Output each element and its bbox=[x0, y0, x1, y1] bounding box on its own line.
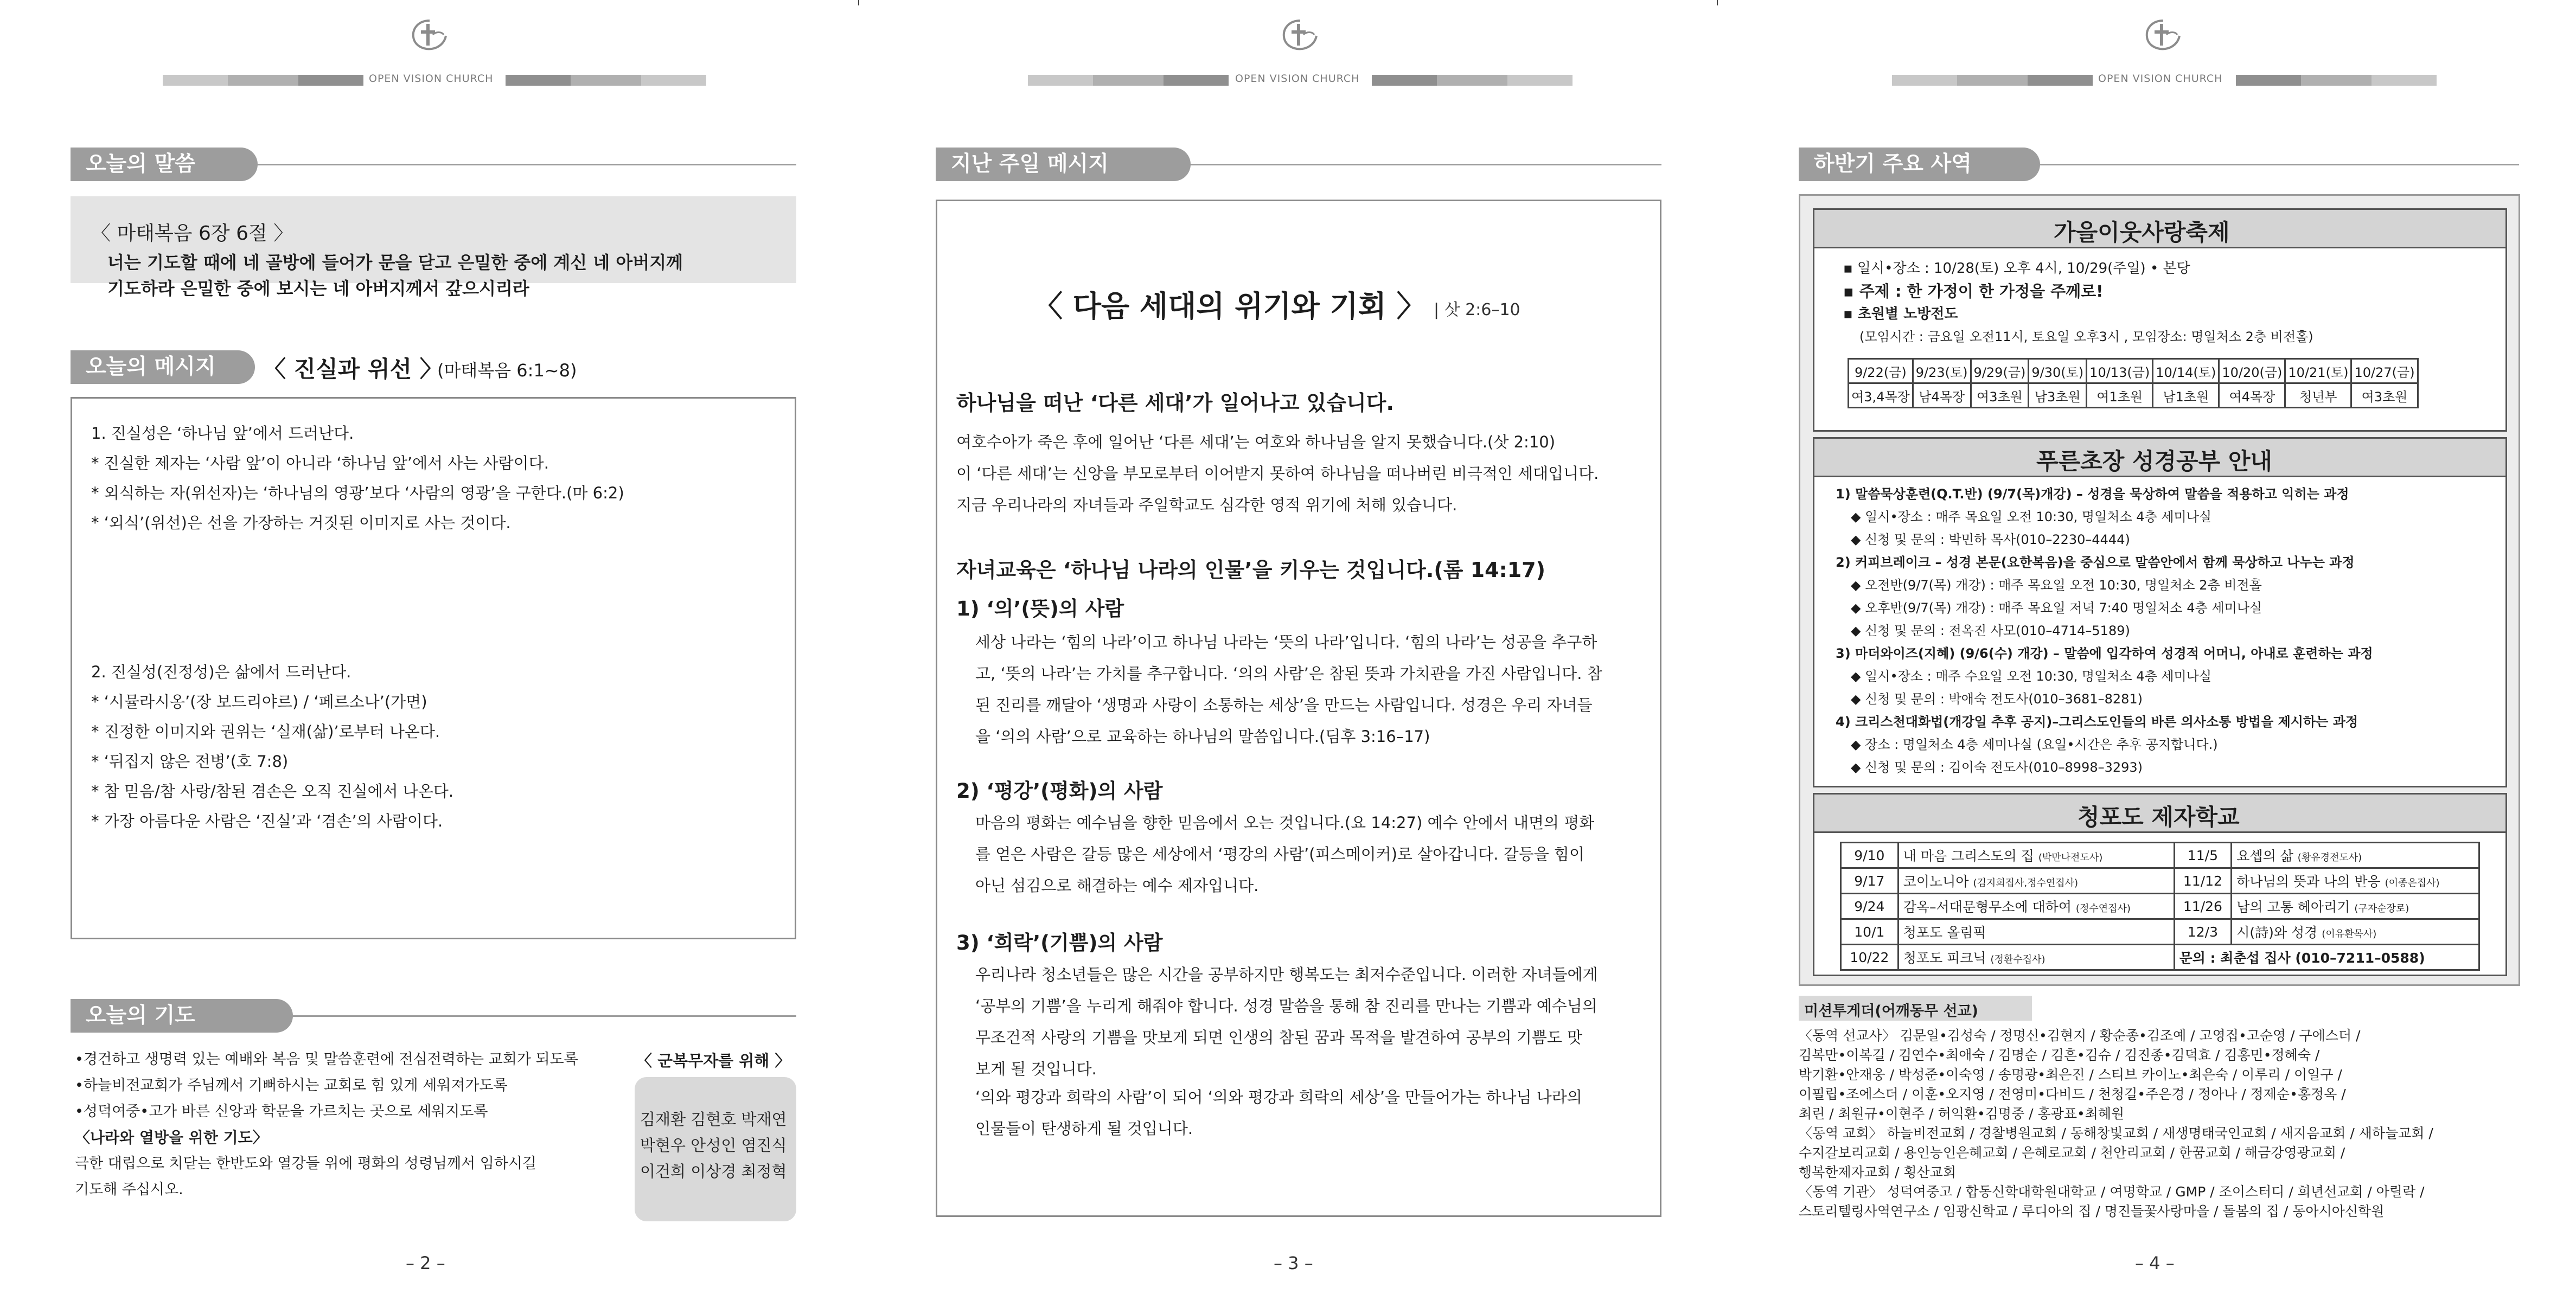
school-topic bbox=[2232, 843, 2479, 868]
message-line: * ‘뒤집지 않은 전병’(호 7:8) bbox=[91, 752, 289, 771]
nation-prayer-title: 〈나라와 열방을 위한 기도〉 bbox=[75, 1129, 268, 1146]
church-name: OPEN VISION CHURCH bbox=[1235, 73, 1360, 85]
school-topic bbox=[1898, 919, 2174, 945]
sermon-line: 고, ‘뜻의 나라’는 가치를 추구합니다. ‘의의 사람’은 참된 뜻과 가치관을 가진 사람입니다. 참 bbox=[975, 664, 1602, 683]
mission-line: 박기환•안재웅 / 박성준•이숙영 / 송명광•최은진 / 스티브 카이노•최은숙 / 이루리 / 이일구 / bbox=[1799, 1067, 2342, 1082]
mission-line: 이필립•조에스더 / 이훈•오지영 / 전영미•다비드 / 천청길•주은경 / 정아나 / 정제순•홍정옥 / bbox=[1799, 1086, 2346, 1102]
sermon-line: 여호수아가 죽은 후에 일어난 ‘다른 세대’는 여호와 하나님을 알지 못했습니다.(삿 2:10) bbox=[956, 433, 1556, 451]
festival-line: ▪ 초원별 노방전도 bbox=[1843, 306, 1958, 322]
verse-text bbox=[107, 249, 683, 302]
course-title: 4) 크리스천대화법(개강일 추후 공지)–그리스도인들의 바른 의사소통 방법을 제시하는 과정 bbox=[1836, 714, 2358, 729]
course-detail: ◆ 신청 및 문의 : 김이숙 전도사(010–8998–3293) bbox=[1851, 760, 2143, 775]
sermon-line: 을 ‘의의 사람’으로 교육하는 하나님의 말씀입니다.(딤후 3:16–17) bbox=[975, 727, 1430, 746]
prayer-item: •경건하고 생명력 있는 예배와 복음 및 말씀훈련에 전심전력하는 교회가 되도록 bbox=[75, 1051, 578, 1068]
sermon-line: 우리나라 청소년들은 많은 시간을 공부하지만 행복도는 최저수준입니다. 이러한 자녀들에게 bbox=[975, 965, 1598, 984]
nation-prayer-line: 극한 대립으로 치닫는 한반도와 열강들 위에 평화의 성령님께서 임하시길 bbox=[75, 1155, 537, 1172]
verse-reference: 〈 마태복음 6장 6절 〉 bbox=[91, 222, 293, 245]
topic-text: 청포도 올림픽 bbox=[1903, 925, 1986, 940]
message-line: * ‘시뮬라시옹’(장 보드리야르) / ‘페르소나’(가면) bbox=[91, 693, 427, 711]
school-schedule-table bbox=[1840, 842, 2480, 971]
course-detail: ◆ 신청 및 문의 : 박민하 목사(010–2230–4444) bbox=[1851, 532, 2130, 547]
school-date: 10/22 bbox=[1841, 945, 1899, 970]
subsection-1-title: 1) ‘의’(뜻)의 사람 bbox=[956, 597, 1124, 620]
festival-sub: (모임시간 : 금요일 오전11시, 토요일 오후3시 , 모임장소: 명일처소 2층 비전홀) bbox=[1859, 329, 2313, 344]
topic-text: 남의 고통 헤아리기 bbox=[2236, 899, 2350, 915]
church-logo-icon bbox=[2142, 18, 2185, 53]
school-date: 9/24 bbox=[1841, 894, 1899, 919]
church-name: OPEN VISION CHURCH bbox=[369, 73, 494, 85]
course-detail: ◆ 신청 및 문의 : 전옥진 사모(010–4714–5189) bbox=[1851, 623, 2130, 638]
schedule-group: 여3,4목장 bbox=[1849, 383, 1913, 408]
table-row bbox=[1841, 843, 2479, 868]
message-title: 〈 진실과 위선 〉 bbox=[263, 356, 443, 382]
school-date: 10/1 bbox=[1841, 919, 1899, 945]
school-topic bbox=[1898, 894, 2174, 919]
subsection-3-text bbox=[975, 959, 1598, 1085]
prayer-list bbox=[75, 1047, 578, 1203]
sermon-line: 마음의 평화는 예수님을 향한 믿음에서 오는 것입니다.(요 14:27) 예수 안에서 내면의 평화 bbox=[975, 813, 1595, 832]
table-row bbox=[1841, 868, 2479, 894]
sermon-line: 아닌 섬김으로 해결하는 예수 제자입니다. bbox=[975, 876, 1259, 895]
military-line: 김재환 김현호 박재연 bbox=[640, 1110, 787, 1129]
mission-line: 수지갈보리교회 / 용인능인은혜교회 / 은혜로교회 / 천안리교회 / 한꿈교회 / 해금강영광교회 / bbox=[1799, 1145, 2345, 1161]
message-line: * 참 믿음/참 사랑/참된 겸손은 오직 진실에서 나온다. bbox=[91, 782, 454, 800]
message-line: * 진실한 제자는 ‘사람 앞’이 아니라 ‘하나님 앞’에서 사는 사람이다. bbox=[91, 454, 549, 472]
page-4 bbox=[1717, 0, 2576, 1294]
church-name: OPEN VISION CHURCH bbox=[2098, 73, 2223, 85]
table-row bbox=[1841, 894, 2479, 919]
prayer-item: •하늘비전교회가 주님께서 기뻐하시는 교회로 힘 있게 세워져가도록 bbox=[75, 1077, 508, 1094]
message-point-1 bbox=[91, 419, 624, 538]
message-line: * ‘외식’(위선)은 선을 가장하는 거짓된 이미지로 사는 것이다. bbox=[91, 514, 511, 532]
message-line: * 외식하는 자(위선자)는 ‘하나님의 영광’보다 ‘사람의 영광’을 구한다.(마 6:2) bbox=[91, 484, 624, 502]
schedule-date: 10/27(금) bbox=[2351, 359, 2418, 383]
nation-prayer-line: 기도해 주십시오. bbox=[75, 1181, 183, 1198]
festival-line: ▪ 주제 : 한 가정이 한 가정을 주께로! bbox=[1843, 282, 2104, 300]
church-logo-icon bbox=[1279, 18, 1322, 53]
page-2 bbox=[0, 0, 859, 1294]
speaker: (이유환목사) bbox=[2322, 928, 2377, 940]
section-title-ministry: 하반기 주요 사역 bbox=[1799, 148, 2040, 181]
schedule-groups-row bbox=[1849, 383, 2418, 408]
topic-text: 코이노니아 bbox=[1903, 874, 1969, 889]
speaker: (김지희집사,정수연집사) bbox=[1973, 877, 2079, 889]
header-bar bbox=[1372, 75, 1573, 86]
sermon-line: 된 진리를 깨달아 ‘생명과 사랑이 소통하는 세상’을 만드는 사람입니다. 성경은 우리 자녀들 bbox=[975, 696, 1593, 714]
military-line: 이건희 이상경 최정혁 bbox=[640, 1162, 787, 1181]
header-bar bbox=[2236, 75, 2437, 86]
school-topic bbox=[2232, 894, 2479, 919]
verse-line: 기도하라 은밀한 중에 보시는 네 아버지께서 갚으시리라 bbox=[107, 278, 529, 299]
schedule-dates-row bbox=[1849, 359, 2418, 383]
school-date: 11/12 bbox=[2174, 868, 2232, 894]
sermon-line: ‘의와 평강과 희락의 사람’이 되어 ‘의와 평강과 희락의 세상’을 만들어가는 하나님 나라의 bbox=[975, 1088, 1582, 1106]
course-detail: ◆ 일시•장소 : 매주 목요일 오전 10:30, 명일처소 4층 세미나실 bbox=[1851, 509, 2212, 524]
table-row bbox=[1841, 919, 2479, 945]
topic-text: 하나님의 뜻과 나의 반응 bbox=[2236, 874, 2381, 889]
schedule-date: 10/21(토) bbox=[2285, 359, 2351, 383]
page-3 bbox=[859, 0, 1717, 1294]
schedule-group: 남3초원 bbox=[2029, 383, 2087, 408]
course-detail: ◆ 일시•장소 : 매주 수요일 오전 10:30, 명일처소 4층 세미나실 bbox=[1851, 669, 2212, 684]
header-bar bbox=[506, 75, 706, 86]
subsection-3-conclusion bbox=[975, 1081, 1582, 1144]
schedule-group: 남1초원 bbox=[2153, 383, 2219, 408]
sermon-heading-2: 자녀교육은 ‘하나님 나라의 인물’을 키우는 것입니다.(롬 14:17) bbox=[956, 558, 1545, 582]
school-topic bbox=[2232, 919, 2479, 945]
school-topic bbox=[1898, 868, 2174, 894]
subsection-3-title: 3) ‘희락’(기쁨)의 사람 bbox=[956, 931, 1163, 955]
message-line: 1. 진실성은 ‘하나님 앞’에서 드러난다. bbox=[91, 424, 354, 443]
sermon-line: 무조건적 사랑의 기쁨을 맛보게 되면 인생의 참된 꿈과 목적을 발견하여 공부의 기쁨도 맛 bbox=[975, 1028, 1583, 1047]
sermon-reference: | 삿 2:6–10 bbox=[1434, 300, 1520, 319]
school-date: 11/5 bbox=[2174, 843, 2232, 868]
mission-line: 〈동역 기관〉 성덕여중고 / 합동신학대학원대학교 / 여명학교 / GMP / 조이스터디 / 희년선교회 / 아릴락 / bbox=[1799, 1184, 2425, 1200]
bible-study-title: 푸른초장 성경공부 안내 bbox=[2036, 448, 2272, 475]
header-bar bbox=[1892, 75, 2093, 86]
military-title: 〈 군복무자를 위해 〉 bbox=[636, 1052, 791, 1070]
topic-text: 감옥–서대문형무소에 대하여 bbox=[1903, 899, 2072, 915]
school-title: 청포도 제자학교 bbox=[2078, 804, 2240, 830]
mission-line: 〈동역 교회〉 하늘비전교회 / 경찰병원교회 / 동해창빛교회 / 새생명태국인교회 / 새지음교회 / 새하늘교회 / bbox=[1799, 1125, 2433, 1141]
school-date: 9/17 bbox=[1841, 868, 1899, 894]
sermon-line: ‘공부의 기쁨’을 누리게 해줘야 합니다. 성경 말씀을 통해 참 진리를 만나는 기쁨과 예수님의 bbox=[975, 997, 1597, 1015]
bible-study-info bbox=[1836, 483, 2373, 779]
topic-text: 내 마음 그리스도의 집 bbox=[1903, 848, 2034, 864]
school-topic bbox=[2232, 868, 2479, 894]
mission-line: 최린 / 최원규•이현주 / 허익환•김명중 / 홍광표•최혜원 bbox=[1799, 1106, 2125, 1122]
divider bbox=[290, 1015, 796, 1017]
message-line: * 가장 아름다운 사람은 ‘진실’과 ‘겸손’의 사람이다. bbox=[91, 812, 443, 830]
festival-title: 가을이웃사랑축제 bbox=[2054, 219, 2230, 246]
page-number: – 2 – bbox=[406, 1253, 445, 1273]
schedule-date: 9/23(토) bbox=[1913, 359, 1971, 383]
divider bbox=[1188, 164, 1661, 165]
schedule-date: 10/20(금) bbox=[2219, 359, 2285, 383]
topic-text: 청포도 피크닉 bbox=[1903, 950, 1986, 966]
school-topic bbox=[1898, 945, 2174, 970]
speaker: (구자순장로) bbox=[2354, 903, 2409, 914]
section-title-message: 오늘의 메시지 bbox=[71, 350, 255, 384]
page-number: – 4 – bbox=[2135, 1253, 2175, 1273]
school-date: 12/3 bbox=[2174, 919, 2232, 945]
mission-line: 김복만•이복길 / 김연수•최애숙 / 김명순 / 김흔•김슈 / 김진종•김덕효 / 김홍민•정혜숙 / bbox=[1799, 1047, 2320, 1063]
course-title: 1) 말씀묵상훈련(Q.T.반) (9/7(목)개강) – 성경을 묵상하여 말씀을 적용하고 익히는 과정 bbox=[1836, 486, 2349, 502]
divider bbox=[255, 164, 796, 165]
schedule-date: 10/13(금) bbox=[2087, 359, 2153, 383]
header-bar bbox=[1028, 75, 1229, 86]
school-topic bbox=[1898, 843, 2174, 868]
course-title: 2) 커피브레이크 – 성경 본문(요한복음)을 중심으로 말씀안에서 함께 묵상하고 나누는 과정 bbox=[1836, 555, 2355, 570]
festival-line: ▪ 일시•장소 : 10/28(토) 오후 4시, 10/29(주일) • 본당 bbox=[1843, 260, 2190, 277]
schedule-group: 청년부 bbox=[2285, 383, 2351, 408]
page-number: – 3 – bbox=[1274, 1253, 1313, 1273]
speaker: (박만나전도사) bbox=[2038, 852, 2103, 863]
sermon-line: 보게 될 것입니다. bbox=[975, 1060, 1097, 1078]
course-detail: ◆ 오후반(9/7(목) 개강) : 매주 목요일 저녁 7:40 명일처소 4층 세미나실 bbox=[1851, 600, 2262, 616]
message-reference: (마태복음 6:1~8) bbox=[437, 360, 577, 381]
verse-line: 너는 기도할 때에 네 골방에 들어가 문을 닫고 은밀한 중에 계신 네 아버지께 bbox=[107, 252, 683, 273]
sermon-heading-1: 하나님을 떠난 ‘다른 세대’가 일어나고 있습니다. bbox=[956, 391, 1394, 415]
table-row bbox=[1841, 945, 2479, 970]
message-line: 2. 진실성(진정성)은 삶에서 드러난다. bbox=[91, 663, 351, 681]
schedule-group: 남4목장 bbox=[1913, 383, 1971, 408]
header-bar bbox=[163, 75, 363, 86]
mission-list bbox=[1799, 1026, 2433, 1221]
sermon-title: 〈 다음 세대의 위기와 기회 〉 bbox=[1033, 289, 1426, 323]
sermon-line: 를 얻은 사람은 갈등 많은 세상에서 ‘평강의 사람’(피스메이커)로 살아갑니다. 갈등을 힘이 bbox=[975, 845, 1584, 863]
divider bbox=[2037, 164, 2519, 165]
prayer-item: •성덕여중•고가 바른 신앙과 학문을 가르치는 곳으로 세워지도록 bbox=[75, 1103, 488, 1120]
sermon-line: 이 ‘다른 세대’는 신앙을 부모로부터 이어받지 못하여 하나님을 떠나버린 비극적인 세대입니다. bbox=[956, 464, 1599, 483]
festival-info bbox=[1843, 257, 2313, 348]
topic-text: 시(詩)와 성경 bbox=[2236, 925, 2318, 940]
page-header bbox=[859, 18, 1717, 85]
military-line: 박현우 안성인 염진식 bbox=[640, 1136, 787, 1155]
course-detail: ◆ 신청 및 문의 : 박애숙 전도사(010–3681–8281) bbox=[1851, 691, 2143, 707]
church-logo-icon bbox=[408, 18, 451, 53]
speaker: (이종은집사) bbox=[2385, 877, 2440, 889]
section-title-last-message: 지난 주일 메시지 bbox=[936, 148, 1191, 181]
section-title-word: 오늘의 말씀 bbox=[71, 148, 258, 181]
sermon-line: 인물들이 탄생하게 될 것입니다. bbox=[975, 1119, 1193, 1138]
page-header bbox=[1717, 18, 2576, 85]
message-line: * 진정한 이미지와 권위는 ‘실재(삶)’로부터 나온다. bbox=[91, 722, 440, 741]
schedule-date: 9/29(금) bbox=[1971, 359, 2029, 383]
military-names bbox=[640, 1106, 787, 1184]
schedule-group: 여3초원 bbox=[1971, 383, 2029, 408]
schedule-date: 9/22(금) bbox=[1849, 359, 1913, 383]
school-date: 9/10 bbox=[1841, 843, 1899, 868]
schedule-group: 여1초원 bbox=[2087, 383, 2153, 408]
speaker: (황유경전도사) bbox=[2297, 852, 2362, 863]
topic-text: 요셉의 삶 bbox=[2236, 848, 2293, 864]
school-date: 11/26 bbox=[2174, 894, 2232, 919]
speaker: (정환수집사) bbox=[1990, 954, 2046, 965]
mission-line: 스토리텔링사역연구소 / 임광신학교 / 루디아의 집 / 명진들꽃사랑마을 / 돌봄의 집 / 동아시아신학원 bbox=[1799, 1203, 2385, 1219]
subsection-2-text bbox=[975, 807, 1594, 901]
schedule-group: 여4목장 bbox=[2219, 383, 2285, 408]
outreach-schedule-table bbox=[1848, 358, 2419, 408]
page-header bbox=[0, 18, 859, 85]
sermon-paragraph-1 bbox=[956, 426, 1599, 521]
section-title-prayer: 오늘의 기도 bbox=[71, 999, 293, 1033]
mission-label: 미션투게더(어깨동무 선교) bbox=[1804, 1003, 1978, 1020]
subsection-1-text bbox=[975, 626, 1602, 752]
subsection-2-title: 2) ‘평강’(평화)의 사람 bbox=[956, 779, 1163, 803]
schedule-date: 9/30(토) bbox=[2029, 359, 2087, 383]
course-detail: ◆ 오전반(9/7(목) 개강) : 매주 목요일 오전 10:30, 명일처소 2층 비전홀 bbox=[1851, 578, 2262, 593]
course-title: 3) 마더와이즈(지혜) (9/6(수) 개강) – 말씀에 입각하여 성경적 어머니, 아내로 훈련하는 과정 bbox=[1836, 646, 2373, 661]
speaker: (정수연집사) bbox=[2075, 903, 2131, 914]
message-point-2 bbox=[91, 657, 453, 836]
schedule-date: 10/14(토) bbox=[2153, 359, 2219, 383]
course-detail: ◆ 장소 : 명일처소 4층 세미나실 (요일•시간은 추후 공지합니다.) bbox=[1851, 737, 2218, 752]
sermon-line: 지금 우리나라의 자녀들과 주일학교도 심각한 영적 위기에 처해 있습니다. bbox=[956, 496, 1458, 514]
mission-line: 행복한제자교회 / 횡산교회 bbox=[1799, 1164, 1956, 1180]
mission-line: 〈동역 선교사〉 김문일•김성숙 / 정명신•김현지 / 황순종•김조예 / 고영집•고순영 / 구에스더 / bbox=[1799, 1028, 2361, 1043]
schedule-group: 여3초원 bbox=[2351, 383, 2418, 408]
school-contact: 문의 : 최춘섭 집사 (010–7211–0588) bbox=[2174, 945, 2479, 970]
sermon-line: 세상 나라는 ‘힘의 나라’이고 하나님 나라는 ‘뜻의 나라’입니다. ‘힘의 나라’는 성공을 추구하 bbox=[975, 633, 1597, 651]
